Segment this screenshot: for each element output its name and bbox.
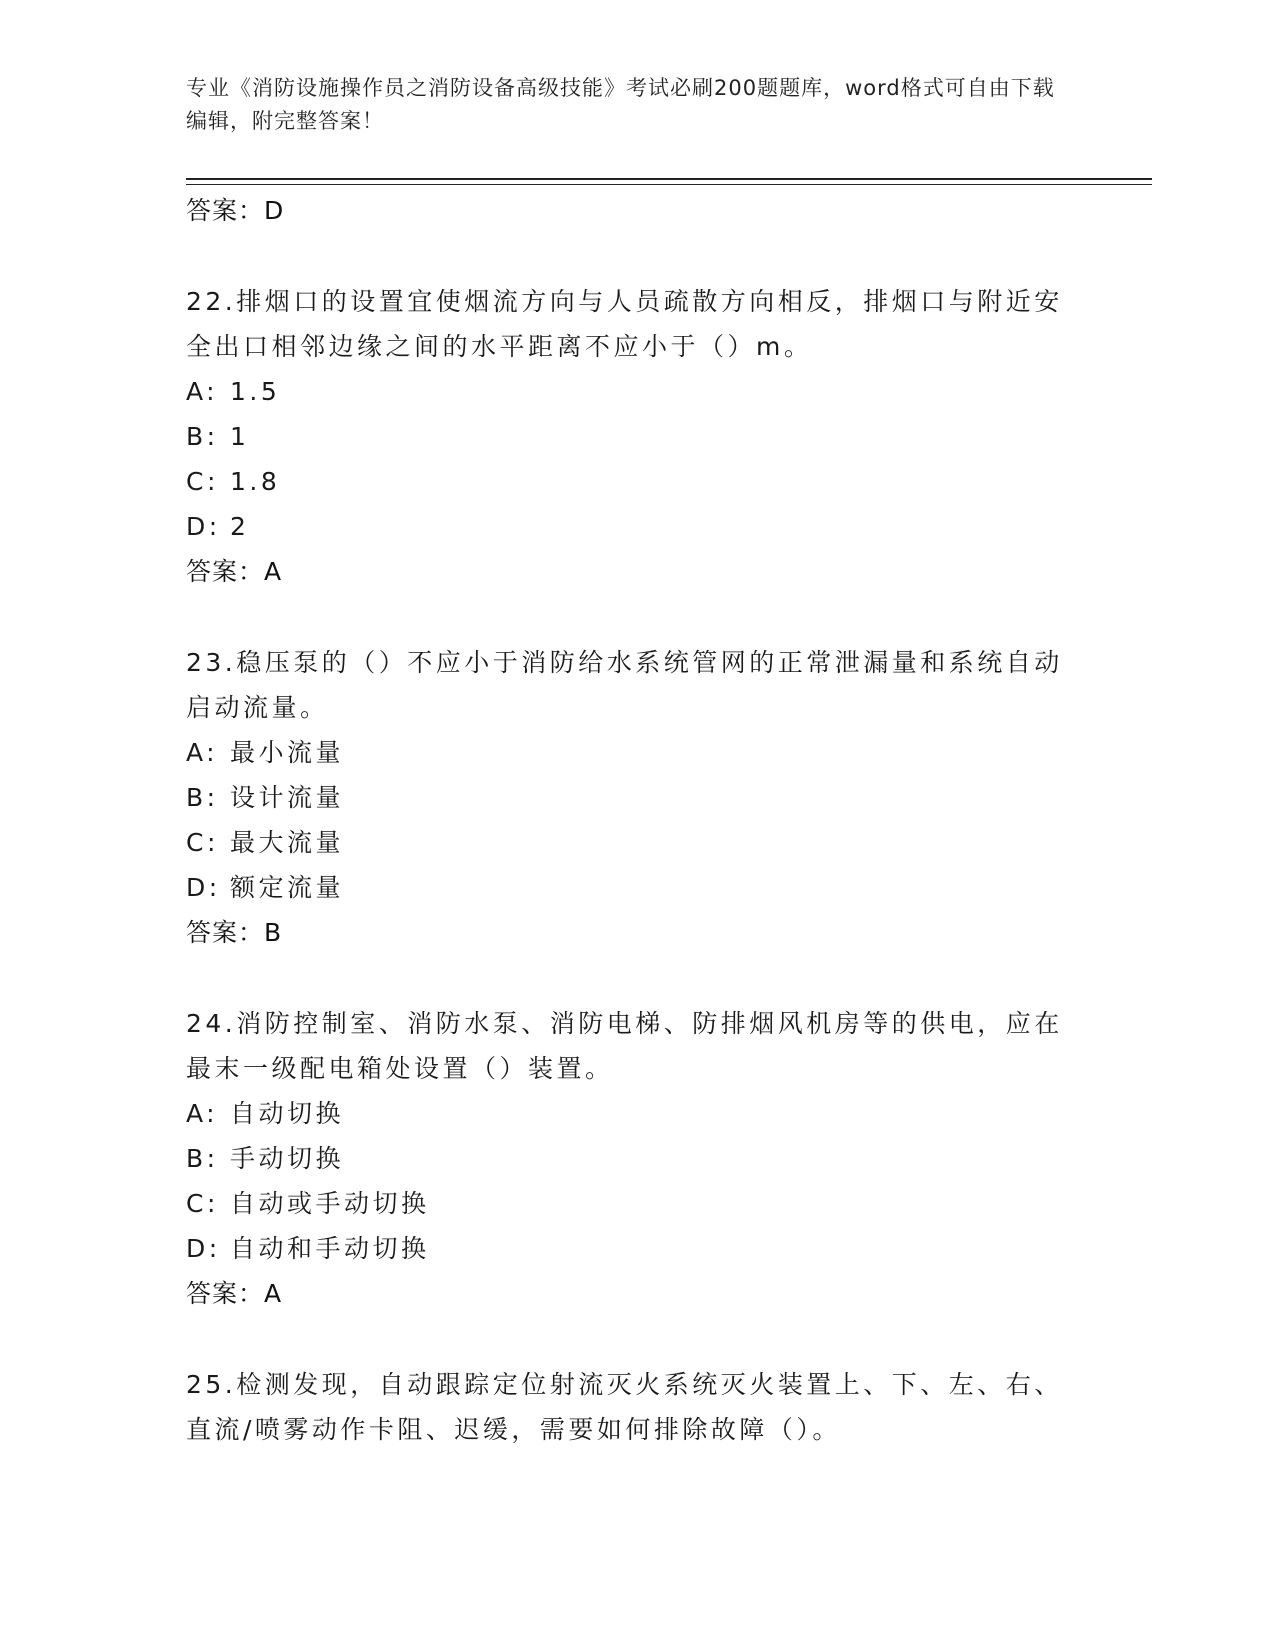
option-key: A:: [186, 738, 219, 767]
question-block-25: [186, 1362, 1086, 1452]
option-key: D:: [186, 873, 221, 902]
option-text: 最大流量: [230, 828, 345, 857]
option-text: 1.8: [230, 467, 281, 496]
question-stem: 25.检测发现，自动跟踪定位射流灭火系统灭火装置上、下、左、右、直流/喷雾动作卡阻、迟缓，需要如何排除故障（）。: [186, 1370, 1063, 1444]
option-d: [186, 1226, 1086, 1271]
question-block-24: [186, 1001, 1086, 1316]
option-c: [186, 820, 1086, 865]
option-text: 最小流量: [230, 738, 345, 767]
document-header: 专业《消防设施操作员之消防设备高级技能》考试必刷200题题库，word格式可自由下载编辑，附完整答案！: [186, 76, 1055, 133]
option-a: [186, 369, 1086, 414]
option-key: C:: [186, 828, 219, 857]
option-text: 自动和手动切换: [230, 1234, 430, 1263]
answer-line: 答案：A: [186, 1279, 283, 1308]
option-text: 手动切换: [230, 1144, 345, 1173]
question-block-22: [186, 279, 1086, 594]
option-text: 1.5: [230, 377, 281, 406]
question-stem: 24.消防控制室、消防水泵、消防电梯、防排烟风机房等的供电，应在最末一级配电箱处设置（）装置。: [186, 1009, 1063, 1083]
document-body: [186, 188, 1086, 1452]
question-stem: 23.稳压泵的（）不应小于消防给水系统管网的正常泄漏量和系统自动启动流量。: [186, 648, 1063, 722]
option-text: 自动或手动切换: [230, 1189, 430, 1218]
option-a: [186, 1091, 1086, 1136]
option-key: D:: [186, 512, 221, 541]
option-key: C:: [186, 1189, 219, 1218]
option-text: 1: [230, 422, 250, 451]
option-b: [186, 775, 1086, 820]
header-rule-thick: [186, 178, 1152, 180]
option-b: [186, 1136, 1086, 1181]
option-text: 额定流量: [230, 873, 345, 902]
previous-answer: 答案：D: [186, 196, 285, 225]
option-key: B:: [186, 783, 219, 812]
option-c: [186, 1181, 1086, 1226]
answer-line: 答案：B: [186, 918, 283, 947]
option-key: A:: [186, 1099, 219, 1128]
option-key: D:: [186, 1234, 221, 1263]
option-d: [186, 865, 1086, 910]
option-text: 2: [230, 512, 250, 541]
option-b: [186, 414, 1086, 459]
option-c: [186, 459, 1086, 504]
header-rule-thin: [186, 184, 1152, 185]
answer-line: 答案：A: [186, 557, 283, 586]
option-d: [186, 504, 1086, 549]
option-text: 设计流量: [230, 783, 345, 812]
option-key: A:: [186, 377, 219, 406]
option-key: B:: [186, 422, 219, 451]
option-key: B:: [186, 1144, 219, 1173]
option-text: 自动切换: [230, 1099, 345, 1128]
option-a: [186, 730, 1086, 775]
question-block-23: [186, 640, 1086, 955]
question-stem: 22.排烟口的设置宜使烟流方向与人员疏散方向相反，排烟口与附近安全出口相邻边缘之间的水平距离不应小于（）m。: [186, 287, 1063, 361]
option-key: C:: [186, 467, 219, 496]
